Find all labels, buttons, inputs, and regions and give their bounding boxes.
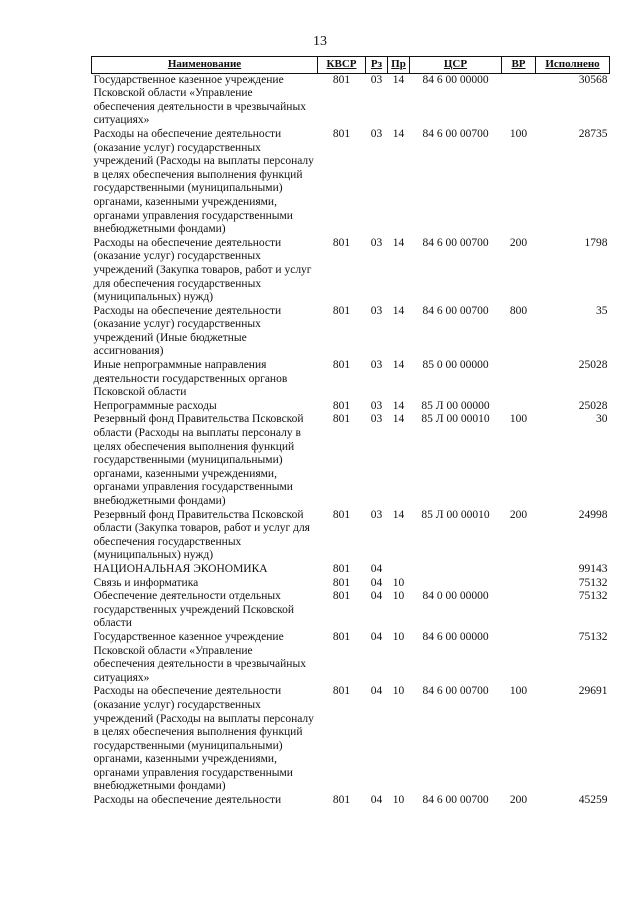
table-row: [92, 400, 610, 414]
cell-amount: 35: [596, 304, 608, 317]
cell-pr: 10: [392, 576, 405, 589]
cell-kvsr: 801: [332, 576, 351, 589]
cell-name: Иные непрограммные направления деятельности государственных органов Псковской области: [93, 359, 288, 399]
cell-rz: 03: [370, 304, 383, 317]
cell-pr: 14: [392, 399, 405, 412]
cell-pr: 14: [392, 236, 405, 249]
cell-name: Резервный фонд Правительства Псковской области (Расходы на выплаты персоналу в целях обеспечения выполнения функций государственными (муниципальными) органами, казенными учреждениями, органами управления государственными внебюджетными фондами): [93, 413, 304, 507]
cell-name: Государственное казенное учреждение Псковской области «Управление обеспечения деятельности в чрезвычайных ситуациях»: [93, 73, 306, 127]
cell-csr: 85 Л 00 00010: [421, 413, 490, 426]
cell-amount: 25028: [578, 359, 608, 372]
cell-pr: 14: [392, 73, 405, 86]
cell-name: Расходы на обеспечение деятельности (оказание услуг) государственных учреждений (Закупка товаров, работ и услуг для обеспечения государственных (муниципальных) нужд): [93, 236, 312, 304]
cell-vr: [502, 631, 536, 685]
header-name: Наименование: [92, 57, 318, 74]
cell-csr: 84 6 00 00000: [422, 630, 489, 643]
cell-rz: 03: [370, 399, 383, 412]
cell-vr: [502, 73, 536, 128]
cell-name: Непрограммные расходы: [93, 399, 217, 412]
cell-csr: 84 6 00 00700: [422, 127, 489, 140]
cell-name: Расходы на обеспечение деятельности (оказание услуг) государственных учреждений (Иные бюджетные ассигнования): [93, 304, 282, 358]
cell-kvsr: 801: [332, 590, 351, 603]
cell-rz: 03: [370, 413, 383, 426]
cell-amount: 30568: [578, 73, 608, 86]
cell-rz: 03: [370, 508, 383, 521]
page-number: 13: [313, 34, 327, 49]
table-row: [92, 685, 610, 794]
cell-kvsr: 801: [332, 630, 351, 643]
cell-pr: 10: [392, 630, 405, 643]
cell-pr: 14: [392, 359, 405, 372]
table-row: [92, 509, 610, 563]
header-executed: Исполнено: [536, 57, 610, 74]
table-row: [92, 631, 610, 685]
cell-vr: [502, 563, 536, 577]
header-rz: Рз: [366, 57, 388, 74]
cell-amount: 25028: [578, 399, 608, 412]
cell-csr: 84 6 00 00700: [422, 794, 489, 807]
cell-csr: 84 6 00 00700: [422, 685, 489, 698]
cell-vr: 800: [509, 304, 528, 317]
cell-amount: 1798: [584, 236, 608, 249]
cell-amount: 75132: [578, 590, 608, 603]
cell-kvsr: 801: [332, 359, 351, 372]
cell-csr: 85 0 00 00000: [422, 359, 489, 372]
cell-vr: 200: [509, 236, 528, 249]
table-row: [92, 128, 610, 237]
cell-rz: 03: [370, 359, 383, 372]
cell-vr: [502, 400, 536, 414]
cell-amount: 75132: [578, 630, 608, 643]
cell-kvsr: 801: [332, 73, 351, 86]
header-kvsr: КВСР: [318, 57, 366, 74]
cell-kvsr: 801: [332, 685, 351, 698]
cell-name: Государственное казенное учреждение Псковской области «Управление обеспечения деятельности в чрезвычайных ситуациях»: [93, 630, 306, 684]
header-vr: ВР: [502, 57, 536, 74]
cell-amount: 24998: [578, 508, 608, 521]
table-row: [92, 359, 610, 400]
table-row: [92, 577, 610, 591]
cell-rz: 04: [370, 630, 383, 643]
cell-vr: 200: [509, 794, 528, 807]
cell-vr: [502, 577, 536, 591]
cell-vr: 100: [509, 685, 528, 698]
cell-name: Резервный фонд Правительства Псковской области (Закупка товаров, работ и услуг для обеспечения государственных (муниципальных) нужд): [93, 508, 310, 562]
cell-amount: 45259: [578, 794, 608, 807]
cell-name: Обеспечение деятельности отдельных государственных учреждений Псковской области: [93, 590, 295, 630]
cell-kvsr: 801: [332, 304, 351, 317]
table-header-row: [92, 57, 610, 74]
cell-amount: 28735: [578, 127, 608, 140]
budget-table: [91, 56, 610, 808]
cell-csr: 84 6 00 00700: [422, 304, 489, 317]
cell-csr: 85 Л 00 00010: [421, 508, 490, 521]
cell-name: НАЦИОНАЛЬНАЯ ЭКОНОМИКА: [93, 562, 268, 575]
cell-csr: 85 Л 00 00000: [421, 399, 490, 412]
cell-name: Связь и информатика: [93, 576, 199, 589]
cell-rz: 03: [370, 236, 383, 249]
cell-name: Расходы на обеспечение деятельности (оказание услуг) государственных учреждений (Расходы на выплаты персоналу в целях обеспечения выполнения функций государственными (муниципальными) органами, казенными учреждениями, органами управления государственными внебюджетными фондами): [93, 127, 314, 236]
cell-amount: 30: [596, 413, 608, 426]
cell-pr: 14: [392, 304, 405, 317]
cell-rz: 04: [370, 576, 383, 589]
cell-pr: 10: [392, 794, 405, 807]
table-row: [92, 73, 610, 128]
cell-csr: [410, 563, 502, 577]
cell-vr: 100: [509, 413, 528, 426]
cell-kvsr: 801: [332, 562, 351, 575]
table-row: [92, 413, 610, 508]
cell-pr: 14: [392, 127, 405, 140]
cell-rz: 04: [370, 590, 383, 603]
cell-csr: 84 6 00 00000: [422, 73, 489, 86]
cell-csr: [410, 577, 502, 591]
cell-rz: 04: [370, 685, 383, 698]
cell-kvsr: 801: [332, 236, 351, 249]
cell-rz: 03: [370, 73, 383, 86]
cell-kvsr: 801: [332, 127, 351, 140]
header-csr: ЦСР: [410, 57, 502, 74]
cell-vr: [502, 590, 536, 631]
cell-name: Расходы на обеспечение деятельности: [93, 794, 282, 807]
cell-rz: 03: [370, 127, 383, 140]
table-row: [92, 590, 610, 631]
cell-amount: 99143: [578, 562, 608, 575]
cell-name: Расходы на обеспечение деятельности (оказание услуг) государственных учреждений (Расходы на выплаты персоналу в целях обеспечения выполнения функций государственными (муниципальными) органами, казенными учреждениями, органами управления государственными внебюджетными фондами): [93, 685, 314, 793]
cell-pr: 10: [392, 590, 405, 603]
cell-csr: 84 6 00 00700: [422, 236, 489, 249]
cell-vr: 100: [509, 127, 528, 140]
header-pr: Пр: [388, 57, 410, 74]
cell-kvsr: 801: [332, 508, 351, 521]
cell-csr: 84 0 00 00000: [422, 590, 489, 603]
cell-vr: [502, 359, 536, 400]
cell-kvsr: 801: [332, 399, 351, 412]
cell-rz: 04: [370, 562, 383, 575]
cell-amount: 75132: [578, 576, 608, 589]
cell-kvsr: 801: [332, 794, 351, 807]
cell-pr: [388, 563, 410, 577]
cell-rz: 04: [370, 794, 383, 807]
cell-kvsr: 801: [332, 413, 351, 426]
table-row: [92, 237, 610, 305]
cell-pr: 14: [392, 508, 405, 521]
cell-amount: 29691: [578, 685, 608, 698]
table-row: [92, 563, 610, 577]
cell-pr: 10: [392, 685, 405, 698]
table-row: [92, 305, 610, 359]
cell-vr: 200: [509, 508, 528, 521]
cell-pr: 14: [392, 413, 405, 426]
table-row: [92, 794, 610, 808]
